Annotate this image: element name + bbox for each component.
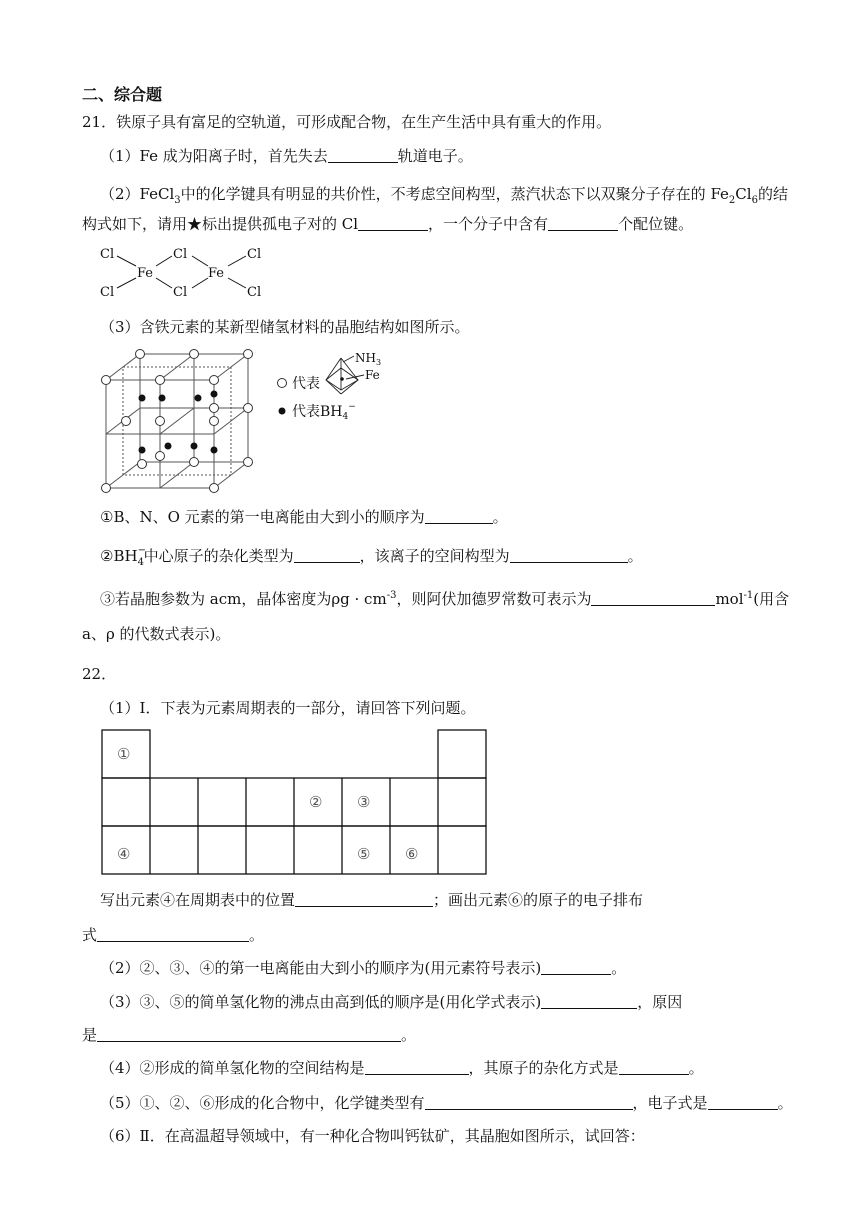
answer-blank[interactable] (358, 215, 428, 231)
atom-label-cl: Cl (247, 285, 262, 300)
answer-blank[interactable] (548, 215, 618, 231)
q21-part1 (100, 146, 473, 166)
q22-write-line1: 写出元素④在周期表中的位置 ；画出元素⑥的原子的电子排布 (100, 891, 644, 909)
atom-label-fe: Fe (208, 266, 225, 281)
q22-part6: （6）Ⅱ．在高温超导领域中，有一种化合物叫钙钛矿，其晶胞如图所示，试回答： (100, 1127, 645, 1145)
answer-blank[interactable] (97, 926, 249, 942)
table-cell-label: ① (117, 745, 131, 763)
table-cell-label: ③ (357, 793, 371, 811)
q22-part2: （2）②、③、④的第一电离能由大到小的顺序为(用元素符号表示) 。 (100, 959, 627, 977)
legend-filled-label: 代表$BH_4^-$ (292, 402, 356, 422)
legend-fe-label: Fe (365, 368, 380, 382)
answer-blank[interactable] (591, 590, 715, 606)
atom-label-cl: Cl (100, 285, 115, 300)
table-cell-label: ⑥ (405, 845, 419, 863)
q21-part2-line2: 构式如下，请用★标出提供孤电子对的 Cl ，一个分子中含有 个配位键。 (82, 215, 694, 233)
table-cell-label: ④ (117, 845, 131, 863)
q22-number: 22． (82, 665, 117, 683)
q21-part2-line1: （2）FeCl$_3$中的化学键具有明显的共价性，不考虑空间构型，蒸汽状态下以双聚分子存在的 $Fe_2Cl_6$的结 (100, 185, 788, 206)
section-title: 二、综合题 (82, 85, 163, 104)
legend-nh3-label: $NH_3$ (355, 351, 382, 367)
q21-sub2: ②BH − 4 中心原子的杂化类型为 ，该离子的空间构型为 。 (100, 545, 643, 568)
answer-blank[interactable] (328, 147, 398, 163)
answer-blank[interactable] (97, 1026, 401, 1042)
atom-label-fe: Fe (137, 266, 154, 281)
table-cell-label: ② (309, 793, 323, 811)
q21-sub1: ①B、N、O 元素的第一电离能由大到小的顺序为 。 (100, 508, 508, 526)
atom-label-cl: Cl (100, 247, 115, 262)
q21-sub3-line1: ③若晶胞参数为 acm，晶体密度为$\rho g \cdot cm^{-3}$，则阿伏加德罗常数可表示为 mol$^{-1}$(用含 (100, 590, 790, 608)
answer-blank[interactable] (541, 959, 611, 975)
periodic-table-fragment (100, 728, 490, 878)
answer-blank[interactable] (294, 547, 360, 563)
answer-blank[interactable] (510, 547, 628, 563)
q22-part1: （1）Ⅰ．下表为元素周期表的一部分，请回答下列问题。 (100, 699, 476, 717)
answer-blank[interactable] (708, 1094, 778, 1110)
q22-write-line2: 式 。 (82, 926, 265, 944)
atom-label-cl: Cl (247, 247, 262, 262)
q22-part3-line2: 是 。 (82, 1026, 417, 1044)
answer-blank[interactable] (295, 891, 433, 907)
q21-p1-text-end: 轨道电子。 (397, 147, 473, 165)
atom-label-cl: Cl (173, 247, 188, 262)
q21-sub3-line2: a、ρ 的代数式表示)。 (82, 625, 231, 643)
table-cell-label: ⑤ (357, 845, 371, 863)
answer-blank[interactable] (541, 993, 637, 1009)
q21-p1-text: （1）Fe 成为阳离子时，首先失去 (100, 147, 328, 165)
answer-blank[interactable] (365, 1059, 469, 1075)
q22-part5: （5）①、②、⑥形成的化合物中，化学键类型有 ，电子式是 。 (100, 1094, 793, 1112)
answer-blank[interactable] (425, 508, 493, 524)
q21-part3: （3）含铁元素的某新型储氢材料的晶胞结构如图所示。 (100, 318, 470, 336)
q21-stem: 21．铁原子具有富足的空轨道，可形成配合物，在生产生活中具有重大的作用。 (82, 113, 612, 131)
legend-open-label: 代表 (292, 376, 320, 392)
crystal-cell-diagram (96, 346, 396, 498)
q22-part3-line1: （3）③、⑤的简单氢化物的沸点由高到低的顺序是(用化学式表示) ，原因 (100, 993, 683, 1011)
answer-blank[interactable] (425, 1094, 633, 1110)
answer-blank[interactable] (619, 1059, 689, 1075)
atom-label-cl: Cl (173, 285, 188, 300)
q22-part4: （4）②形成的简单氢化物的空间结构是 ，其原子的杂化方式是 。 (100, 1059, 704, 1077)
fe2cl6-structure-diagram (96, 242, 276, 302)
